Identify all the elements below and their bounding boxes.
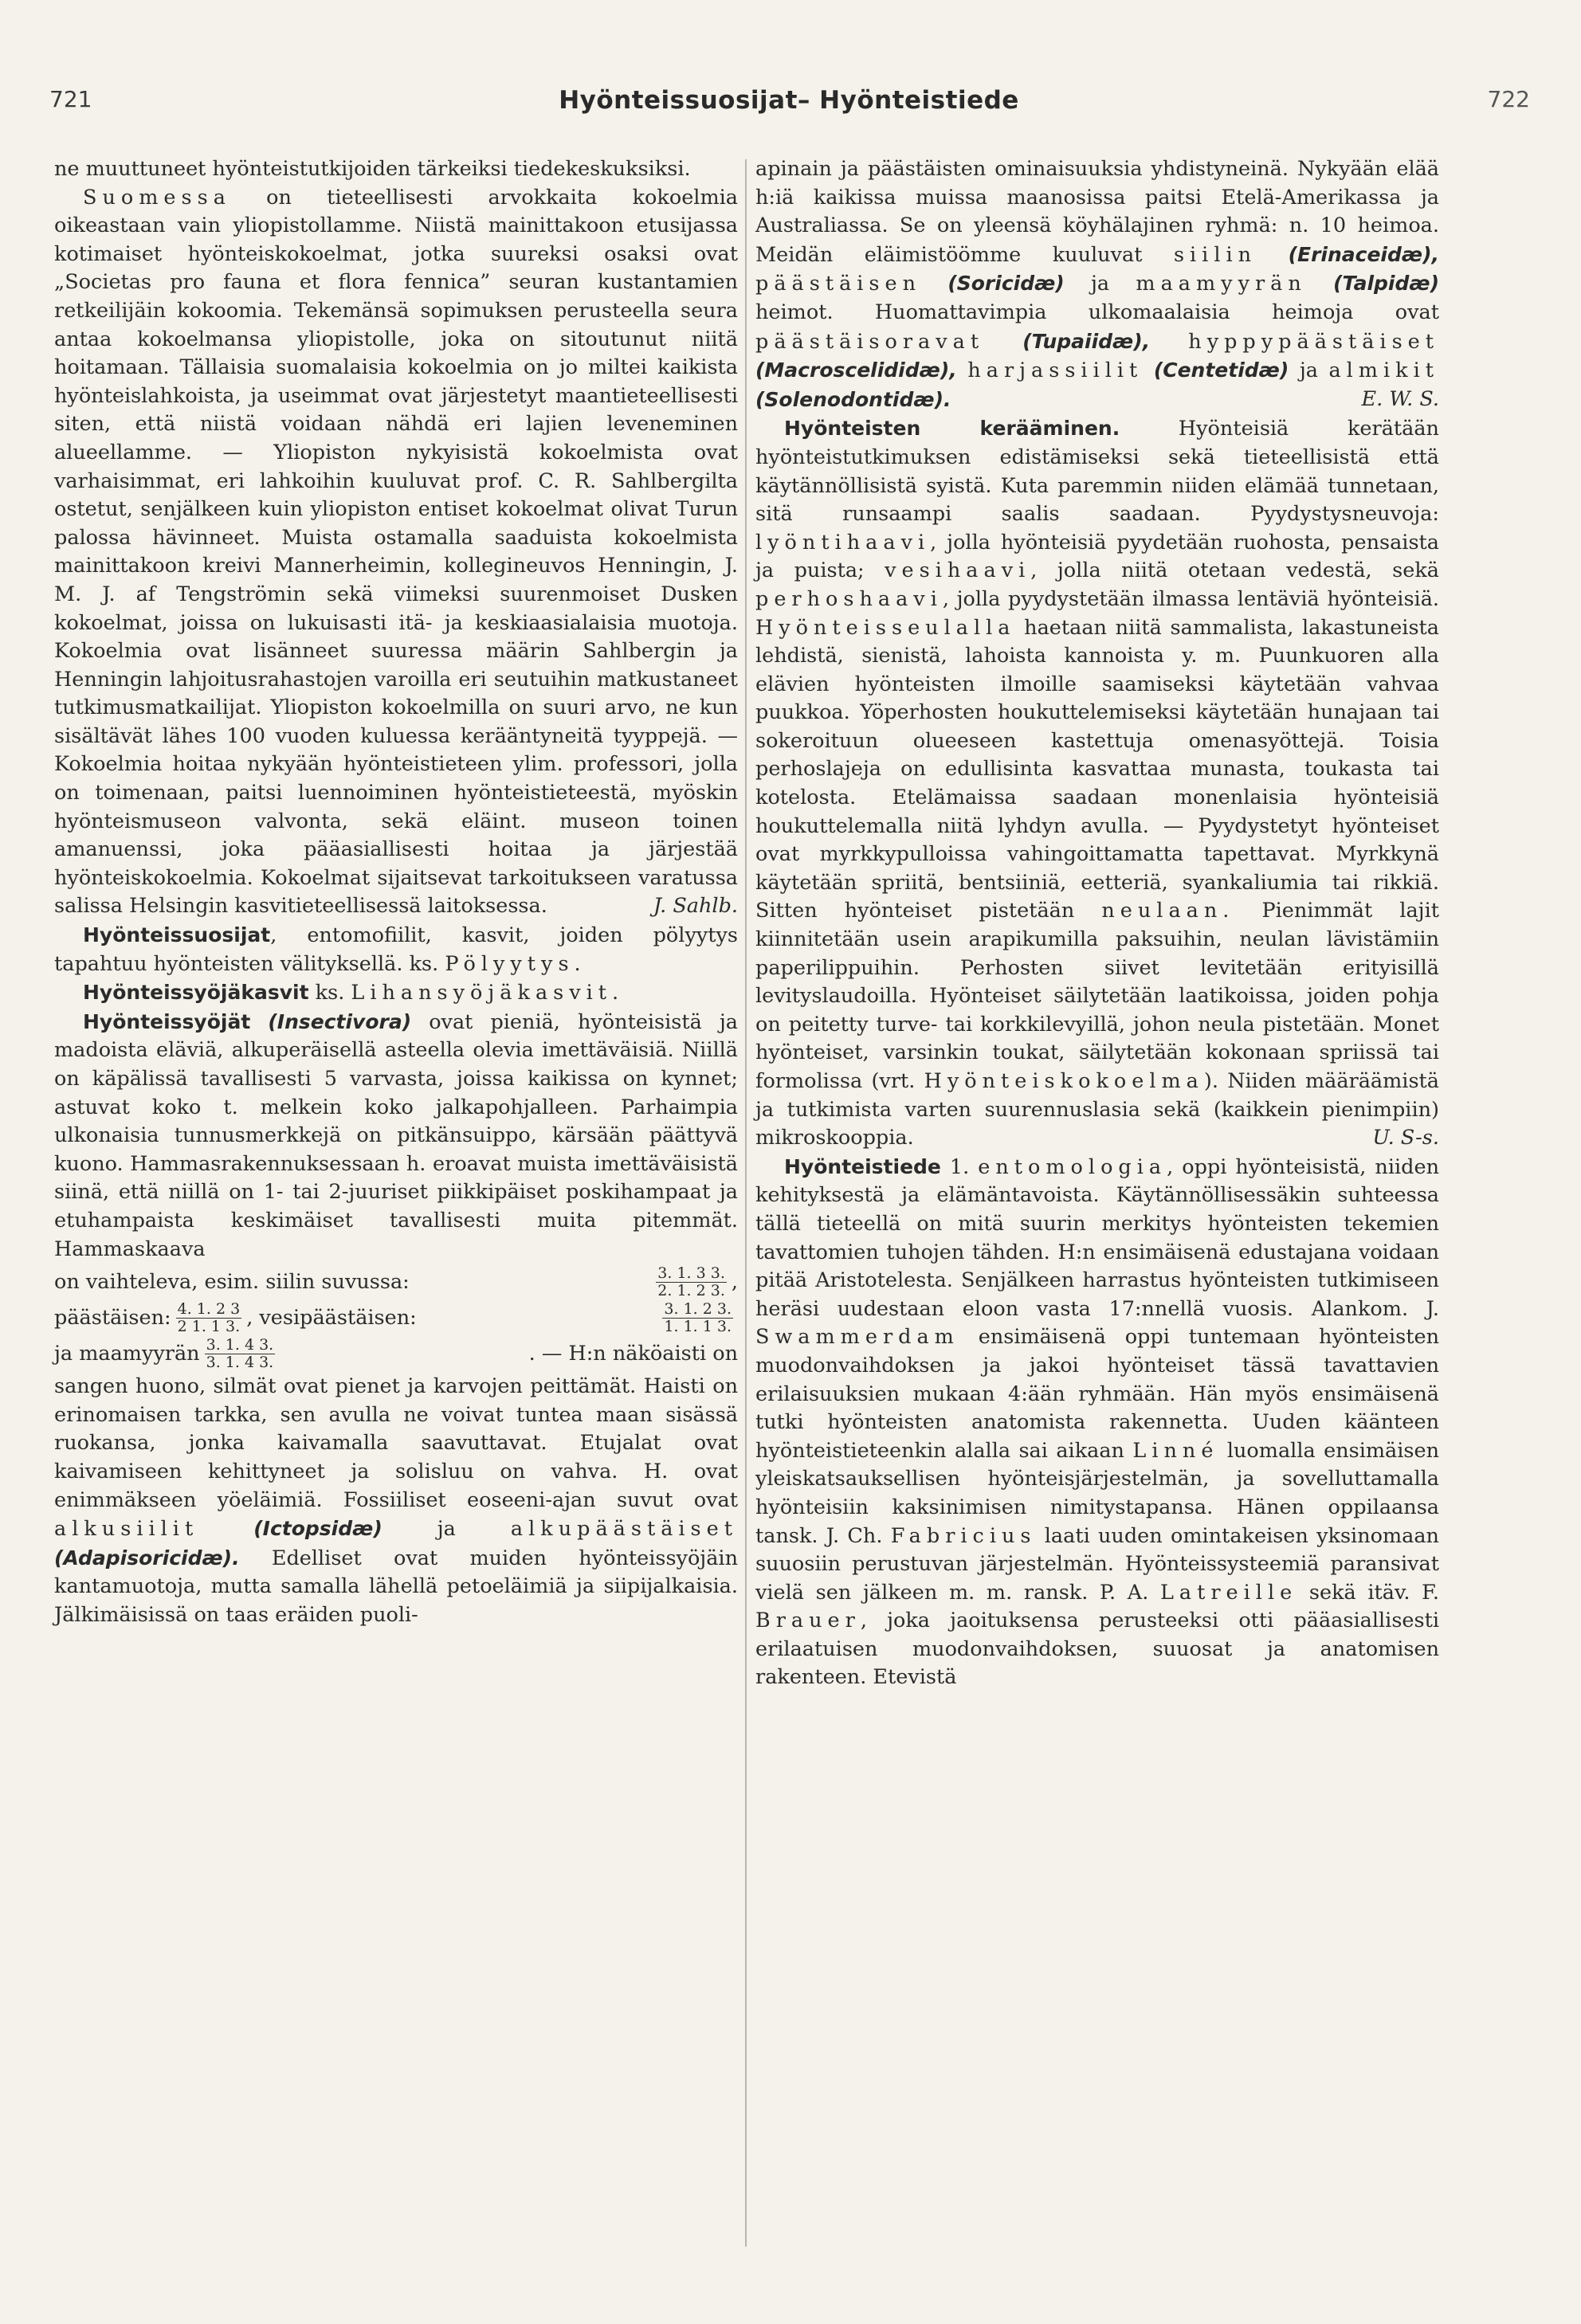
dental-formula-mole: ja maamyyrän $\frac{3. 1. 4 3.}{3. 1. 4 3.}$ . — H:n näköaisti on: [54, 1336, 738, 1372]
entry-hyonteissyojakasvit: Hyönteissyöjäkasvit ks. Lihansyöjäkasvit.: [83, 981, 625, 1005]
entry-headword: Hyönteissyöjät: [83, 1009, 251, 1033]
entry-hyonteissuosijat: Hyönteissuosijat, entomofiilit, kasvit, joiden pölyytys tapahtuu hyönteisten välityksellä. ks. Pölyytys.: [54, 923, 738, 976]
signature: U. S-s.: [1372, 1126, 1439, 1150]
column-divider: [745, 159, 747, 2247]
entry-headword: Hyönteissuosijat: [83, 923, 271, 947]
entry-headword: Hyönteissyöjäkasvit: [83, 981, 309, 1005]
paragraph: ne muuttuneet hyönteistutkijoiden tärkeiksi tiedekeskuksiksi.: [54, 157, 691, 181]
signature: J. Sahlb.: [653, 894, 738, 919]
signature: E. W. S.: [1361, 386, 1439, 411]
entry-headword: Hyönteistiede: [784, 1154, 941, 1178]
dental-formula-hedgehog: on vaihteleva, esim. siilin suvussa: $\frac{3. 1. 3 3.}{2. 1. 2 3.}$ ,: [54, 1264, 738, 1300]
cross-reference: Pölyytys.: [445, 951, 586, 976]
entry-headword: Hyönteisten kerääminen.: [784, 417, 1120, 441]
page-number-left: 721: [49, 86, 92, 112]
dental-formula-shrew: päästäisen: $\frac{4. 1. 2 3}{2 1. 1 3.}$ , vesipäästäisen: $\frac{3. 1. 2 3.}{1. 1. 1 3.}$: [54, 1300, 732, 1336]
page-header: [48, 86, 1530, 124]
entry-hyonteissyojat: Hyönteissyöjät (Insectivora) ovat pieniä, hyönteisistä ja madoista eläviä, alkuperäisellä asteella olevia imettäväisiä. Niillä on käpälissä tavallisesti 5 varvasta, joissa kaikissa on kynnet; astuvat koko t. melkein koko jalkapohjalleen. Parhaimpia ulkonaisia tunnusmerkkejä on pitkänsuippo, kärsään päättyvä kuono. Hammasrakennuksessaan h. eroavat muista imettäväisistä siinä, että niillä on 1- tai 2-juuriset piikkipäiset poskihampaat ja etuhampaista keskimäiset tavallisesti muita pitemmät. Hammaskaava: [54, 1009, 738, 1261]
paragraph-continued: sangen huono, silmät ovat pienet ja karvojen peittämät. Haisti on erinomaisen tarkka, sen avulla ne voivat tuntea maan sisässä ruokansa, jonka kaivamalla saavuttavat. Etujalat ovat kaivamiseen kehittyneet ja solisluu on vahva. H. ovat enimmäkseen yöeläimiä. Fossiiliset eoseeni-ajan suvut ovat alkusiilit (Ictopsidæ) ja alkupäästäiset (Adapisoricidæ). Edelliset ovat muiden hyönteissyöjäin kantamuotoja, mutta samalla lähellä petoeläimiä ja siipijalkaisia. Jälkimäisissä on taas eräiden puoli-: [54, 1374, 738, 1627]
running-head: Hyönteissuosijat– Hyönteistiede: [559, 86, 1019, 115]
paragraph-continued: apinain ja päästäisten ominaisuuksia yhdistyneinä. Nykyään elää h:iä kaikissa muissa maanosissa paitsi Etelä-Amerikassa ja Australiassa. Se on yleensä köyhälajinen ryhmä: n. 10 heimoa. Meidän eläimistöömme kuuluvat siilin (Erinaceidæ), päästäisen (Soricidæ) ja maamyyrän (Talpidæ) heimot. Huomattavimpia ulkomaalaisia heimoja ovat päästäisoravat (Tupaiidæ), hyppypäästäiset (Macroscelididæ), harjassiilit (Centetidæ) ja almikit (Solenodontidæ). E. W. S.: [755, 155, 1439, 414]
cross-reference: Lihansyöjäkasvit.: [351, 981, 625, 1005]
entry-hyonteistiede: Hyönteistiede 1. entomologia, oppi hyönteisistä, niiden kehityksestä ja elämäntavoista. Käytännöllisessäkin suhteessa tällä tieteellä on mitä suurin merkitys hyönteisten tekemien tavattomien tuhojen tähden. H:n ensimäisenä edustajana voidaan pitää Aristotelesta. Senjälkeen harrastus hyönteisten tutkimiseen heräsi uudestaan eloon vasta 17:nnellä vuosis. Alankom. J. Swammerdam ensimäisenä oppi tuntemaan hyönteisten muodonvaihdoksen ja jakoi hyönteiset tässä tavattavien erilaisuuksien mukaan 4:ään ryhmään. Hän myös ensimäisenä tutki hyönteisten anatomista rakennetta. Uuden käänteen hyönteistieteenkin alalla sai aikaan Linné luomalla ensimäisen yleiskatsauksellisen hyönteisjärjestelmän, ja sovelluttamalla hyönteisiin kaksinimisen nimitystapansa. Hänen oppilaansa tansk. J. Ch. Fabricius laati uuden omintakeisen yksinomaan suuosiin perustuvan järjestelmän. Hyönteissysteemiä paransivat vielä sen jälkeen m. m. ransk. P. A. Latreille sekä itäv. F. Brauer, joka jaoituksensa perusteeksi otti pääasiallisesti erilaatuisen muodonvaihdoksen, suuosat ja anatomisen rakenteen. Etevistä: [755, 1154, 1439, 1690]
entry-hyonteisten-keraaminen: Hyönteisten kerääminen. Hyönteisiä kerätään hyönteistutkimuksen edistämiseksi sekä tieteellisistä että käytännöllisistä syistä. Kuta paremmin niiden elämää tunnetaan, sitä runsaampi saalis saadaan. Pyydystysneuvoja: lyöntihaavi, jolla hyönteisiä pyydetään ruohosta, pensaista ja puista; vesihaavi, jolla niitä otetaan vedestä, sekä perhoshaavi, jolla pyydystetään ilmassa lentäviä hyönteisiä. Hyönteisseulalla haetaan niitä sammalista, lakastuneista lehdistä, sienistä, lahoista kannoista y. m. Puunkuoren alla elävien hyönteisten ilmoille saamiseksi käytetään vahvaa puukkoa. Yöperhosten houkuttelemiseksi käytetään hunajaan tai sokeroituun olueeseen kastettuja omenasyöttejä. Toisia perhoslajeja on edullisinta kasvattaa munasta, toukasta tai kotelosta. Etelämaissa saadaan monenlaisia hyönteisiä houkuttelemalla niitä lyhdyn avulla. — Pyydystetyt hyönteiset ovat myrkkypulloissa vahingoittamatta tapettavat. Myrkkynä käytetään spriitä, bentsiiniä, eetteriä, syankaliumia tai rikkiä. Sitten hyönteiset pistetään neulaan. Pienimmät lajit kiinnitetään usein arapikumilla paksuihin, neulan lävistämiin paperilippuihin. Perhosten siivet levitetään erityisillä levityslaudoilla. Hyönteiset säilytetään laatikoissa, joiden pohja on peitetty turve- tai korkkilevyillä, johon neula pistetään. Monet hyönteiset, varsinkin toukat, säilytetään kokonaan spriissä tai formolissa (vrt. Hyönteiskokoelma). Niiden määräämistä ja tutkimista varten suurennuslasia sekä (kaikkein pienimpiin) mikroskooppia. U. S-s.: [755, 414, 1439, 1152]
left-column: [54, 155, 738, 1630]
right-column: [755, 155, 1439, 1692]
page-number-right: 722: [1487, 86, 1530, 112]
paragraph-collections: Suomessa on tieteellisesti arvokkaita kokoelmia oikeastaan vain yliopistollamme. Niistä mainittakoon etusijassa kotimaiset hyönteiskokoelmat, jotka suureksi osaksi ovat „Societas pro fauna et flora fennica” seuran kustantamien retkeilijäin kokoomia. Tekemänsä sopimuksen perusteella seura antaa kokoelmansa yliopistolle, joka on sitoutunut niitä hoitamaan. Tällaisia suomalaisia kokoelmia on jo miltei kaikista hyönteislahkoista, ja useimmat ovat järjestetyt maantieteellisesti siten, että niistä voidaan nähdä eri lajien leveneminen alueellamme. — Yliopiston nykyisistä kokoelmista ovat varhaisimmat, eri lahkoihin kuuluvat prof. C. R. Sahlbergilta ostetut, senjälkeen kuin yliopiston entiset kokoelmat olivat Turun palossa hävinneet. Muista ostamalla saaduista kokoelmista mainittakoon kreivi Mannerheimin, kollegineuvos Henningin, J. M. J. af Tengströmin sekä viimeksi suurenmoiset Dusken kokoelmat, joissa on lukuisasti itä- ja keskiaasialaisia muotoja. Kokoelmia ovat lisänneet suuressa määrin Sahlbergin ja Henningin lahjoitusrahastojen varoilla eri seutuihin matkustaneet tutkimusmatkailijat. Yliopiston kokoelmilla on suuri arvo, ne kun sisältävät lähes 100 vuoden kuluessa kerääntyneitä tyyppejä. — Kokoelmia hoitaa nykyään hyönteistieteen ylim. professori, jolla on toimenaan, paitsi luennoiminen hyönteistieteestä, myöskin hyönteismuseon valvonta, sekä eläint. museon toinen amanuenssi, joka pääasiallisesti hoitaa ja järjestää hyönteiskokoelmia. Kokoelmat sijaitsevat tarkoitukseen varatussa salissa Helsingin kasvitieteellisessä laitoksessa. J. Sahlb.: [54, 184, 738, 921]
